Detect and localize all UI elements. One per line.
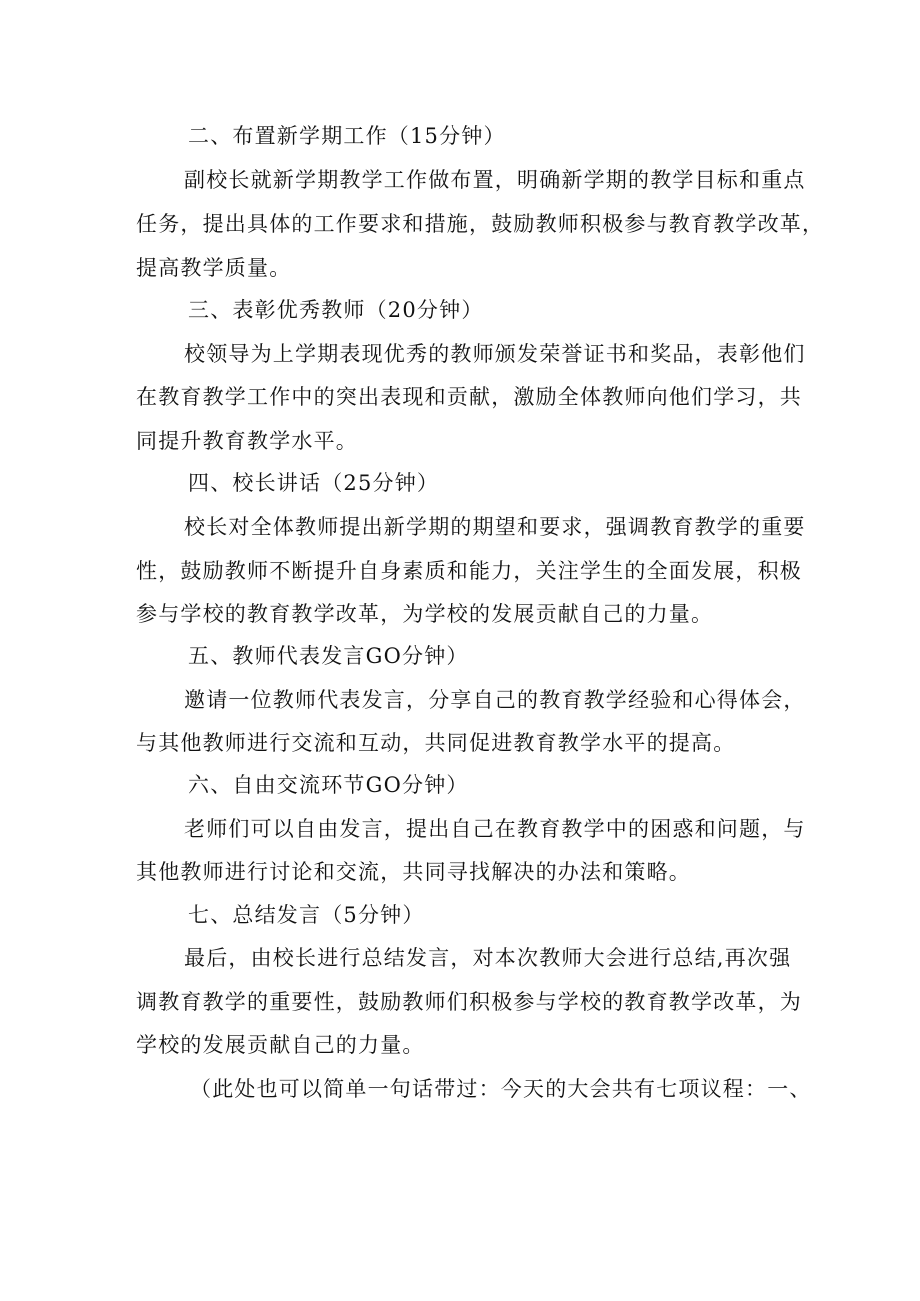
section-heading: 二、布置新学期工作（15分钟） <box>188 124 506 148</box>
paragraph-line: 与其他教师进行交流和互动，共同促进教育教学水平的提高。 <box>136 731 736 755</box>
paragraph-line: 其他教师进行讨论和交流，共同寻找解决的办法和策略。 <box>136 860 691 884</box>
paragraph-line: 校领导为上学期表现优秀的教师颁发荣誉证书和奖品，表彰他们 <box>184 342 806 366</box>
section-heading: 七、总结发言（5分钟） <box>188 903 425 927</box>
paragraph-line: 老师们可以自由发言，提出自己在教育教学中的困惑和问题，与 <box>184 817 806 841</box>
paragraph-line: 校长对全体教师提出新学期的期望和要求，强调教育教学的重要 <box>184 515 806 539</box>
closing-note: （此处也可以简单一句话带过：今天的大会共有七项议程：一、 <box>190 1077 812 1101</box>
paragraph-line: 邀请一位教师代表发言，分享自己的教育教学经验和心得体会， <box>184 688 806 712</box>
paragraph-line: 副校长就新学期教学工作做布置，明确新学期的教学目标和重点 <box>184 168 806 192</box>
paragraph-line: 学校的发展贡献自己的力量。 <box>136 1033 425 1057</box>
section-heading: 四、校长讲话（25分钟） <box>188 471 440 495</box>
paragraph-line: 同提升教育教学水平。 <box>136 429 358 453</box>
paragraph-line: 参与学校的教育教学改革，为学校的发展贡献自己的力量。 <box>136 602 714 626</box>
section-heading: 五、教师代表发言GO分钟） <box>188 644 469 668</box>
section-heading: 六、自由交流环节GO分钟） <box>188 773 469 797</box>
paragraph-line: 任务，提出具体的工作要求和措施，鼓励教师积极参与教育教学改革， <box>136 212 825 236</box>
paragraph-line: 最后，由校长进行总结发言，对本次教师大会进行总结,再次强 <box>184 946 792 970</box>
paragraph-line: 调教育教学的重要性，鼓励教师们积极参与学校的教育教学改革，为 <box>136 990 802 1014</box>
section-heading: 三、表彰优秀教师（20分钟） <box>188 298 484 322</box>
paragraph-line: 提高教学质量。 <box>136 256 292 280</box>
paragraph-line: 性，鼓励教师不断提升自身素质和能力，关注学生的全面发展，积极 <box>136 559 802 583</box>
paragraph-line: 在教育教学工作中的突出表现和贡献，激励全体教师向他们学习，共 <box>136 385 802 409</box>
